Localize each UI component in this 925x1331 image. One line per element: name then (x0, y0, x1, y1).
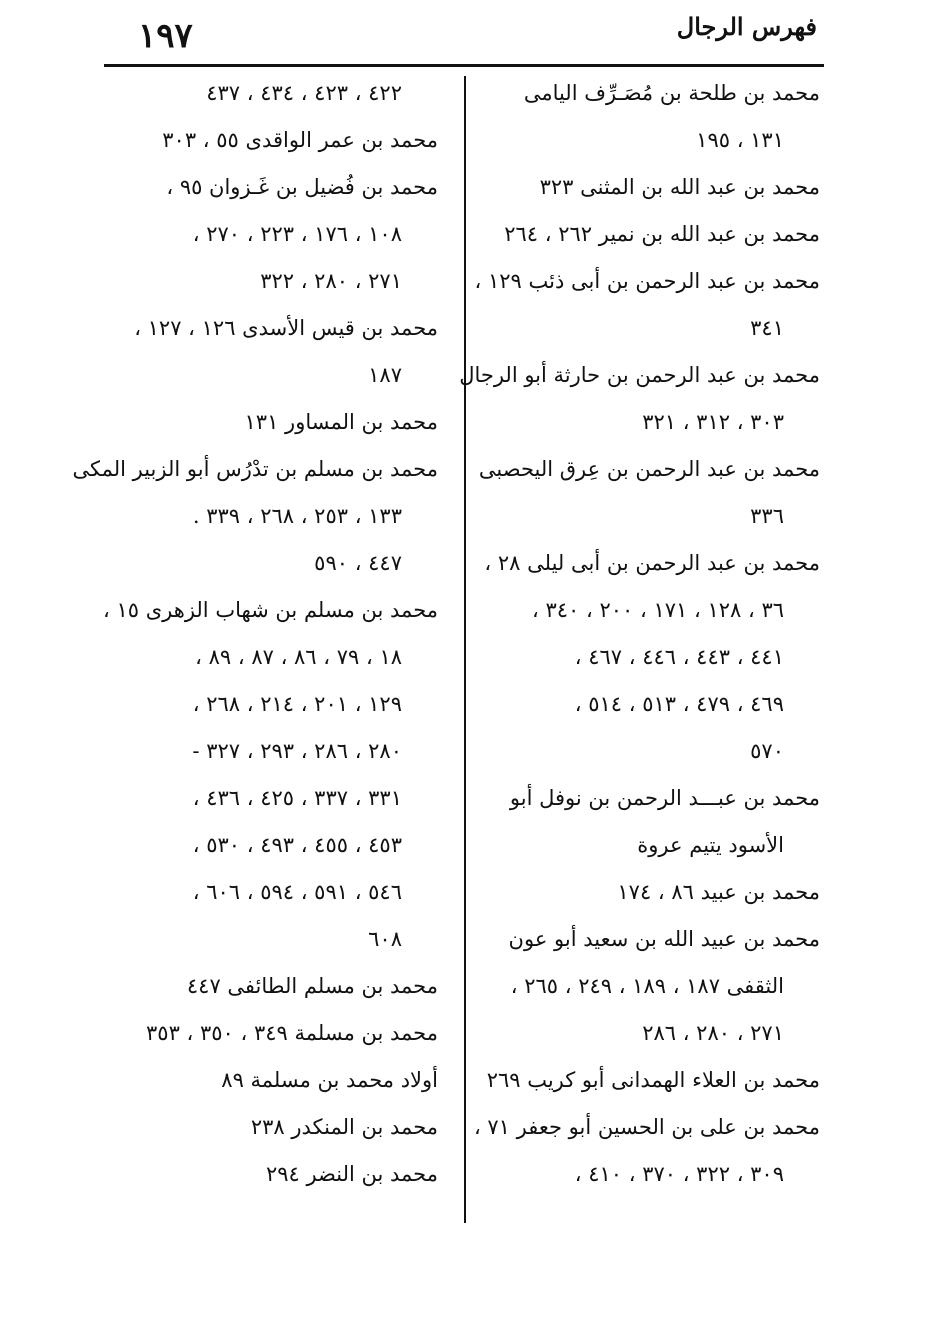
index-entry: محمد بن عبيد ٨٦ ، ١٧٤ (617, 880, 820, 904)
index-entry-continuation: ٢٨٠ ، ٢٨٦ ، ٢٩٣ ، ٣٢٧ - (192, 739, 402, 763)
index-entry-continuation: ١٨ ، ٧٩ ، ٨٦ ، ٨٧ ، ٨٩ ، (195, 645, 402, 669)
header-rule (104, 64, 824, 67)
index-entry-continuation: ٦٠٨ (368, 927, 402, 951)
index-entry-continuation: ١٢٩ ، ٢٠١ ، ٢١٤ ، ٢٦٨ ، (192, 692, 402, 716)
index-entry-continuation: ١٣١ ، ١٩٥ (696, 128, 784, 152)
index-entry: محمد بن مسلمة ٣٤٩ ، ٣٥٠ ، ٣٥٣ (146, 1021, 438, 1045)
index-entry: محمد بن مسلم بن شهاب الزهرى ١٥ ، (103, 598, 438, 622)
index-entry-continuation: ٤٦٩ ، ٤٧٩ ، ٥١٣ ، ٥١٤ ، (574, 692, 784, 716)
page-number: ١٩٧ (138, 16, 193, 56)
index-entry: محمد بن عبد الرحمن بن حارثة أبو الرجال (459, 363, 820, 387)
index-entry: محمد بن النضر ٢٩٤ (265, 1162, 438, 1186)
index-entry-continuation: ٤٤٧ ، ٥٩٠ (314, 551, 402, 575)
index-entry: محمد بن العلاء الهمدانى أبو كريب ٢٦٩ (486, 1068, 820, 1092)
index-entry-continuation: ١٠٨ ، ١٧٦ ، ٢٢٣ ، ٢٧٠ ، (192, 222, 402, 246)
index-entry-continuation: ٣٦ ، ١٢٨ ، ١٧١ ، ٢٠٠ ، ٣٤٠ ، (532, 598, 784, 622)
index-entry-continuation: ٣٤١ (750, 316, 784, 340)
index-entry-continuation: ٤٤١ ، ٤٤٣ ، ٤٤٦ ، ٤٦٧ ، (574, 645, 784, 669)
index-entry: محمد بن عبد الرحمن بن عِرق اليحصبى (478, 457, 820, 481)
index-entry-continuation: الأسود يتيم عروة (637, 833, 784, 857)
index-entry: محمد بن عبـــد الرحمن بن نوفل أبو (509, 786, 820, 810)
index-entry: محمد بن عبد الله بن نمير ٢٦٢ ، ٢٦٤ (504, 222, 820, 246)
index-entry-continuation: ٤٥٣ ، ٤٥٥ ، ٤٩٣ ، ٥٣٠ ، (192, 833, 402, 857)
index-entry-continuation: ٥٤٦ ، ٥٩١ ، ٥٩٤ ، ٦٠٦ ، (192, 880, 402, 904)
index-entry: محمد بن على بن الحسين أبو جعفر ٧١ ، (473, 1115, 820, 1139)
index-entry-continuation: ١٣٣ ، ٢٥٣ ، ٢٦٨ ، ٣٣٩ . (192, 504, 402, 528)
column-divider (464, 76, 466, 1223)
index-entry: محمد بن مسلم بن تدْرُس أبو الزبير المكى (72, 457, 438, 481)
page-header (0, 0, 925, 70)
index-entry-continuation: ١٨٧ (368, 363, 402, 387)
index-entry-continuation: الثقفى ١٨٧ ، ١٨٩ ، ٢٤٩ ، ٢٦٥ ، (510, 974, 784, 998)
index-entry-continuation: ٢٧١ ، ٢٨٠ ، ٣٢٢ (260, 269, 402, 293)
index-entry-continuation: ٣٠٩ ، ٣٢٢ ، ٣٧٠ ، ٤١٠ ، (574, 1162, 784, 1186)
index-entry-continuation: ٣٠٣ ، ٣١٢ ، ٣٢١ (642, 410, 784, 434)
index-column-right (459, 70, 820, 1198)
index-entry: أولاد محمد بن مسلمة ٨٩ (221, 1068, 438, 1092)
index-entry: محمد بن عمر الواقدى ٥٥ ، ٣٠٣ (162, 128, 438, 152)
index-entry: محمد بن المنكدر ٢٣٨ (250, 1115, 438, 1139)
index-entry: محمد بن عبد الرحمن بن أبى ليلى ٢٨ ، (484, 551, 820, 575)
index-entry-continuation: ٣٣٦ (750, 504, 784, 528)
index-entry: محمد بن عبيد الله بن سعيد أبو عون (508, 927, 820, 951)
index-entry: محمد بن المساور ١٣١ (244, 410, 438, 434)
index-entry-continuation: ٥٧٠ (750, 739, 784, 763)
index-entry: محمد بن طلحة بن مُصَـرِّف اليامى (523, 81, 820, 105)
index-entry-continuation: ٢٧١ ، ٢٨٠ ، ٢٨٦ (642, 1021, 784, 1045)
index-column-left (72, 70, 438, 1198)
index-entry-continuation: ٤٢٢ ، ٤٢٣ ، ٤٣٤ ، ٤٣٧ (206, 81, 402, 105)
index-entry: محمد بن مسلم الطائفى ٤٤٧ (186, 974, 438, 998)
index-entry: محمد بن فُضيل بن غَـزوان ٩٥ ، (166, 175, 438, 199)
running-title: فهرس الرجال (676, 12, 817, 41)
index-entry: محمد بن قيس الأسدى ١٢٦ ، ١٢٧ ، (134, 316, 438, 340)
index-entry: محمد بن عبد الرحمن بن أبى ذئب ١٢٩ ، (474, 269, 820, 293)
index-entry: محمد بن عبد الله بن المثنى ٣٢٣ (539, 175, 820, 199)
index-entry-continuation: ٣٣١ ، ٣٣٧ ، ٤٢٥ ، ٤٣٦ ، (192, 786, 402, 810)
